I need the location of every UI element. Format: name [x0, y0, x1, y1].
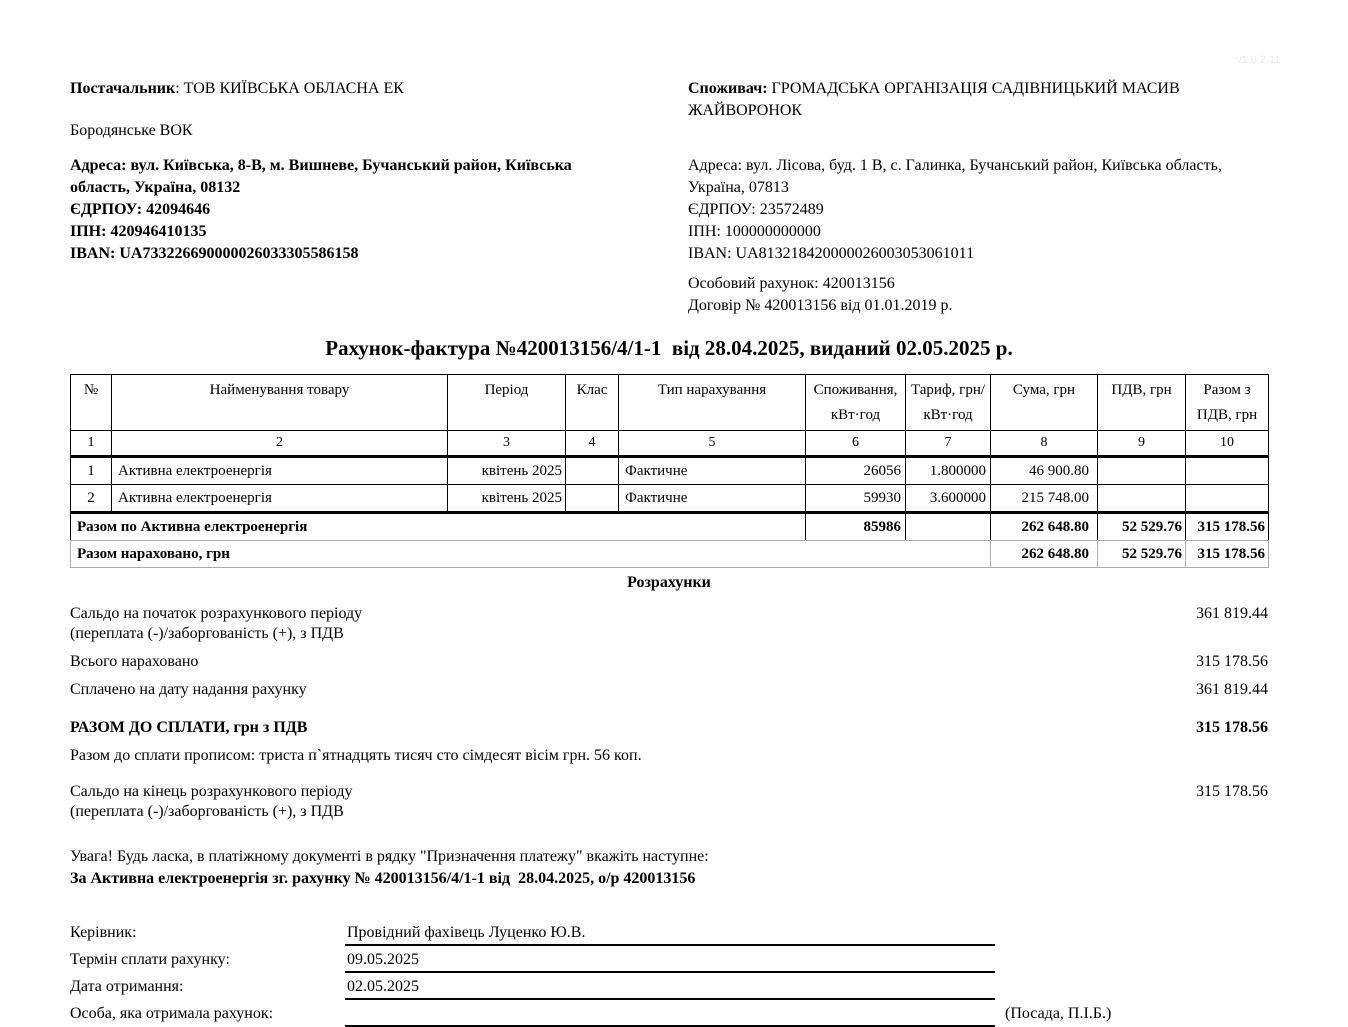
calc-label: РАЗОМ ДО СПЛАТИ, грн з ПДВ — [70, 719, 308, 736]
supplier-block — [70, 78, 635, 317]
total-label: Разом нараховано, грн — [71, 541, 991, 568]
consumer-address: Адреса: вул. Лісова, буд. 1 В, с. Галинка, Бучанський район, Київська область, Україна, 07813 — [688, 157, 1222, 196]
cell-class — [566, 457, 619, 485]
parties-header — [70, 78, 1268, 317]
col-num: 10 — [1186, 431, 1269, 457]
charges-table — [70, 374, 1269, 568]
col-num: 3 — [448, 431, 566, 457]
cell-sum: 215 748.00 — [991, 485, 1098, 513]
calc-row-paid — [70, 680, 1268, 700]
table-row — [71, 485, 1269, 513]
sig-value: 02.05.2025 — [347, 978, 419, 995]
cell-name: Активна електроенергія — [112, 457, 448, 485]
sig-value-line — [345, 976, 995, 1000]
sig-row-due-date — [70, 949, 1268, 973]
subtotal-consumption: 85986 — [806, 513, 906, 541]
col-num: 6 — [806, 431, 906, 457]
sig-value-line — [345, 1003, 995, 1027]
consumer-line — [688, 78, 1268, 122]
sig-row-receiver — [70, 1003, 1268, 1027]
calc-row-opening-balance — [70, 604, 1268, 644]
consumer-contract: Договір № 420013156 від 01.01.2019 р. — [688, 297, 953, 314]
total-sum: 262 648.80 — [991, 541, 1098, 568]
col-header-class: Клас — [566, 375, 619, 431]
calc-value: 315 178.56 — [1196, 653, 1268, 670]
cell-period: квітень 2025 — [448, 485, 566, 513]
supplier-line — [70, 78, 635, 100]
consumer-edrpou: ЄДРПОУ: 23572489 — [688, 201, 824, 218]
subtotal-vat: 52 529.76 — [1098, 513, 1186, 541]
supplier-ipn: ІПН: 420946410135 — [70, 223, 207, 240]
calc-row-closing-balance — [70, 782, 1268, 822]
consumer-name: ГРОМАДСЬКА ОРГАНІЗАЦІЯ САДІВНИЦЬКИЙ МАСИВ ЖАЙВОРОНОК — [688, 80, 1180, 119]
consumer-block — [688, 78, 1268, 317]
calc-value: 315 178.56 — [1196, 719, 1268, 736]
calc-label-line2: (переплата (-)/заборгованість (+), з ПДВ — [70, 803, 344, 820]
sig-label: Дата отримання: — [70, 978, 184, 995]
total-total: 315 178.56 — [1186, 541, 1269, 568]
cell-num: 1 — [71, 457, 112, 485]
supplier-edrpou: ЄДРПОУ: 42094646 — [70, 201, 211, 218]
calc-label: Сплачено на дату надання рахунку — [70, 681, 307, 698]
col-num: 9 — [1098, 431, 1186, 457]
calc-value: 361 819.44 — [1196, 605, 1268, 622]
supplier-name: : ТОВ КИЇВСЬКА ОБЛАСНА ЕК — [175, 80, 404, 97]
sig-label: Термін сплати рахунку: — [70, 951, 230, 968]
invoice-title: Рахунок-фактура №420013156/4/1-1 від 28.04.2025, виданий 02.05.2025 р. — [325, 336, 1013, 360]
sig-label: Керівник: — [70, 924, 137, 941]
cell-type: Фактичне — [619, 457, 806, 485]
col-header-vat: ПДВ, грн — [1098, 375, 1186, 431]
subtotal-sum: 262 648.80 — [991, 513, 1098, 541]
calc-label: Разом до сплати прописом: триста п`ятнадцять тисяч сто сімдесят вісім грн. 56 коп. — [70, 747, 642, 764]
cell-total — [1186, 485, 1269, 513]
cell-num: 2 — [71, 485, 112, 513]
consumer-ipn: ІПН: 100000000000 — [688, 223, 821, 240]
subtotal-tariff — [906, 513, 991, 541]
calc-row-accrued — [70, 652, 1268, 672]
table-header-row — [71, 375, 1269, 431]
col-header-tariff: Тариф, грн/кВт·год — [906, 375, 991, 431]
consumer-account-block — [688, 273, 1268, 317]
supplier-address: Адреса: вул. Київська, 8-В, м. Вишневе, Бучанський район, Київська область, Україна, 08132 — [70, 157, 572, 196]
cell-period: квітень 2025 — [448, 457, 566, 485]
cell-consumption: 59930 — [806, 485, 906, 513]
sig-value-line — [345, 922, 995, 946]
sig-label: Особа, яка отримала рахунок: — [70, 1005, 274, 1022]
cell-total — [1186, 457, 1269, 485]
version-watermark: v1.0.2.11 — [1236, 54, 1281, 66]
cell-vat — [1098, 457, 1186, 485]
sig-row-director — [70, 922, 1268, 946]
consumer-label: Споживач: — [688, 80, 768, 97]
col-num: 8 — [991, 431, 1098, 457]
table-row — [71, 457, 1269, 485]
col-header-type: Тип нарахування — [619, 375, 806, 431]
signature-section — [70, 922, 1268, 1027]
supplier-details — [70, 155, 635, 265]
cell-name: Активна електроенергія — [112, 485, 448, 513]
col-header-name: Найменування товару — [112, 375, 448, 431]
cell-sum: 46 900.80 — [991, 457, 1098, 485]
col-header-total: Разом з ПДВ, грн — [1186, 375, 1269, 431]
calc-value: 315 178.56 — [1196, 783, 1268, 800]
col-header-sum: Сума, грн — [991, 375, 1098, 431]
calc-label-line2: (переплата (-)/заборгованість (+), з ПДВ — [70, 625, 344, 642]
calc-label-line1: Сальдо на кінець розрахункового періоду — [70, 783, 353, 800]
subtotal-total: 315 178.56 — [1186, 513, 1269, 541]
supplier-branch: Бородянське ВОК — [70, 122, 193, 139]
calc-row-total-due — [70, 718, 1268, 738]
cell-vat — [1098, 485, 1186, 513]
subtotal-label: Разом по Активна електроенергія — [71, 513, 806, 541]
calculations-title: Розрахунки — [627, 574, 711, 591]
notice-line2: За Активна електроенергія зг. рахунку № 420013156/4/1-1 від 28.04.2025, о/р 420013156 — [70, 870, 696, 887]
consumer-details — [688, 155, 1268, 265]
calc-row-amount-in-words — [70, 746, 1268, 766]
cell-tariff: 1.800000 — [906, 457, 991, 485]
sig-value: 09.05.2025 — [347, 951, 419, 968]
consumer-iban: IBAN: UA813218420000026003053061011 — [688, 245, 975, 262]
total-vat: 52 529.76 — [1098, 541, 1186, 568]
sig-row-received-date — [70, 976, 1268, 1000]
cell-tariff: 3.600000 — [906, 485, 991, 513]
col-num: 7 — [906, 431, 991, 457]
cell-class — [566, 485, 619, 513]
col-num: 2 — [112, 431, 448, 457]
calc-value: 361 819.44 — [1196, 681, 1268, 698]
cell-type: Фактичне — [619, 485, 806, 513]
col-header-consumption: Споживання, кВт·год — [806, 375, 906, 431]
payment-notice — [70, 846, 1268, 890]
sig-value: Провідний фахівець Луценко Ю.В. — [347, 924, 586, 941]
calc-label — [70, 782, 352, 822]
col-num: 4 — [566, 431, 619, 457]
col-header-num: № — [71, 375, 112, 431]
calc-label-line1: Сальдо на початок розрахункового періоду — [70, 605, 363, 622]
consumer-account: Особовий рахунок: 420013156 — [688, 275, 895, 292]
subtotal-row — [71, 513, 1269, 541]
supplier-label: Постачальник — [70, 80, 176, 97]
cell-consumption: 26056 — [806, 457, 906, 485]
sig-value-line — [345, 949, 995, 973]
notice-line1: Увага! Будь ласка, в платіжному документі в рядку "Призначення платежу" вкажіть наступне: — [70, 848, 709, 865]
calc-label: Всього нараховано — [70, 653, 199, 670]
calc-label — [70, 604, 362, 644]
col-header-period: Період — [448, 375, 566, 431]
supplier-iban: IBAN: UA733226690000026033305586158 — [70, 245, 359, 262]
total-row — [71, 541, 1269, 568]
col-num: 5 — [619, 431, 806, 457]
col-num: 1 — [71, 431, 112, 457]
sig-note: (Посада, П.І.Б.) — [1005, 1005, 1112, 1022]
column-number-row — [71, 431, 1269, 457]
